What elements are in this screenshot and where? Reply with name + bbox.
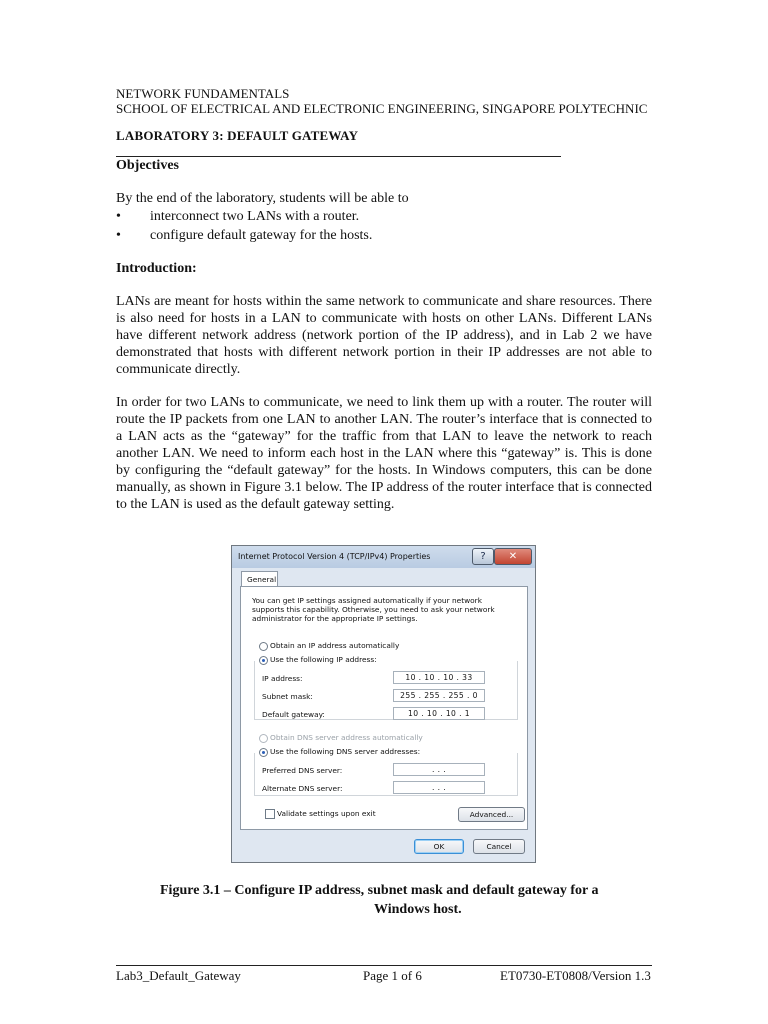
dialog-title: Internet Protocol Version 4 (TCP/IPv4) Properties — [238, 552, 431, 561]
preferred-dns-label: Preferred DNS server: — [262, 766, 343, 775]
alternate-dns-field[interactable]: . . . — [393, 781, 485, 794]
bullet-icon: • — [116, 209, 121, 224]
subnet-mask-field[interactable]: 255 . 255 . 255 . 0 — [393, 689, 485, 702]
introduction-heading: Introduction: — [116, 261, 197, 276]
intro-paragraph-2: In order for two LANs to communicate, we need to link them up with a router. The router will route the IP packets from one LAN to another LAN. The router’s interface that is connected to a LAN acts as the “gateway” for the traffic from that LAN to leave the network to reach another LAN. We need to inform each host in the LAN where this “gateway” is. This is done by configuring the “default gateway” for the hosts. In Windows computers, this can be done manually, as shown in Figure 3.1 below. The IP address of the router interface that is connected to the LAN is used as the default gateway setting. — [116, 395, 652, 512]
alternate-dns-label: Alternate DNS server: — [262, 784, 343, 793]
help-icon[interactable]: ? — [472, 548, 494, 565]
ip-address-field[interactable]: 10 . 10 . 10 . 33 — [393, 671, 485, 684]
validate-settings-checkbox[interactable] — [265, 809, 275, 819]
ip-address-label: IP address: — [262, 674, 303, 683]
advanced-button[interactable]: Advanced... — [458, 807, 525, 822]
school-name: SCHOOL OF ELECTRICAL AND ELECTRONIC ENGINEERING, SINGAPORE POLYTECHNIC — [116, 101, 648, 116]
ok-button[interactable]: OK — [414, 839, 464, 854]
caption-line-1: Figure 3.1 – Configure IP address, subnet mask and default gateway for a — [160, 883, 599, 898]
tab-general-label: General — [247, 575, 277, 584]
ipv4-properties-dialog — [231, 545, 536, 863]
objectives-lead: By the end of the laboratory, students will be able to — [116, 191, 409, 206]
bullet-icon: • — [116, 228, 121, 243]
validate-settings-label: Validate settings upon exit — [277, 809, 376, 818]
lab-title: LABORATORY 3: DEFAULT GATEWAY — [116, 128, 359, 143]
close-icon[interactable]: ✕ — [494, 548, 532, 565]
objective-text: interconnect two LANs with a router. — [150, 209, 360, 224]
intro-paragraph-1: LANs are meant for hosts within the same network to communicate and share resources. There is also need for hosts in a LAN to communicate with hosts on other LANs. Different LANs have different network address (network portion of the IP address), and in Lab 2 we have demonstrated that hosts with different network portion in their IP addresses are not able to communicate directly. — [116, 294, 652, 377]
dialog-intro-text: You can get IP settings assigned automatically if your network supports this capability. Otherwise, you need to ask your network administrator for the appropriate IP settings. — [252, 596, 495, 623]
objective-text: configure default gateway for the hosts. — [150, 228, 373, 243]
course-name: NETWORK FUNDAMENTALS — [116, 86, 290, 101]
objectives-heading: Objectives — [116, 158, 179, 173]
dialog-titlebar — [232, 546, 535, 568]
auto-dns-radio[interactable] — [259, 734, 268, 743]
subnet-mask-label: Subnet mask: — [262, 692, 313, 701]
footer-doc-name: Lab3_Default_Gateway — [116, 968, 241, 983]
title-divider — [116, 156, 561, 157]
tab-general[interactable] — [241, 571, 278, 587]
footer-divider — [116, 965, 652, 966]
auto-dns-label: Obtain DNS server address automatically — [270, 733, 423, 742]
auto-ip-label: Obtain an IP address automatically — [270, 641, 400, 650]
auto-ip-radio[interactable] — [259, 642, 268, 651]
manual-ip-label: Use the following IP address: — [270, 655, 377, 664]
footer-page-number: Page 1 of 6 — [363, 968, 422, 983]
preferred-dns-field[interactable]: . . . — [393, 763, 485, 776]
caption-line-2: Windows host. — [374, 902, 462, 917]
cancel-button[interactable]: Cancel — [473, 839, 525, 854]
default-gateway-field[interactable]: 10 . 10 . 10 . 1 — [393, 707, 485, 720]
footer-version: ET0730-ET0808/Version 1.3 — [500, 968, 651, 983]
general-panel — [240, 586, 528, 830]
manual-dns-label: Use the following DNS server addresses: — [270, 747, 421, 756]
default-gateway-label: Default gateway: — [262, 710, 325, 719]
